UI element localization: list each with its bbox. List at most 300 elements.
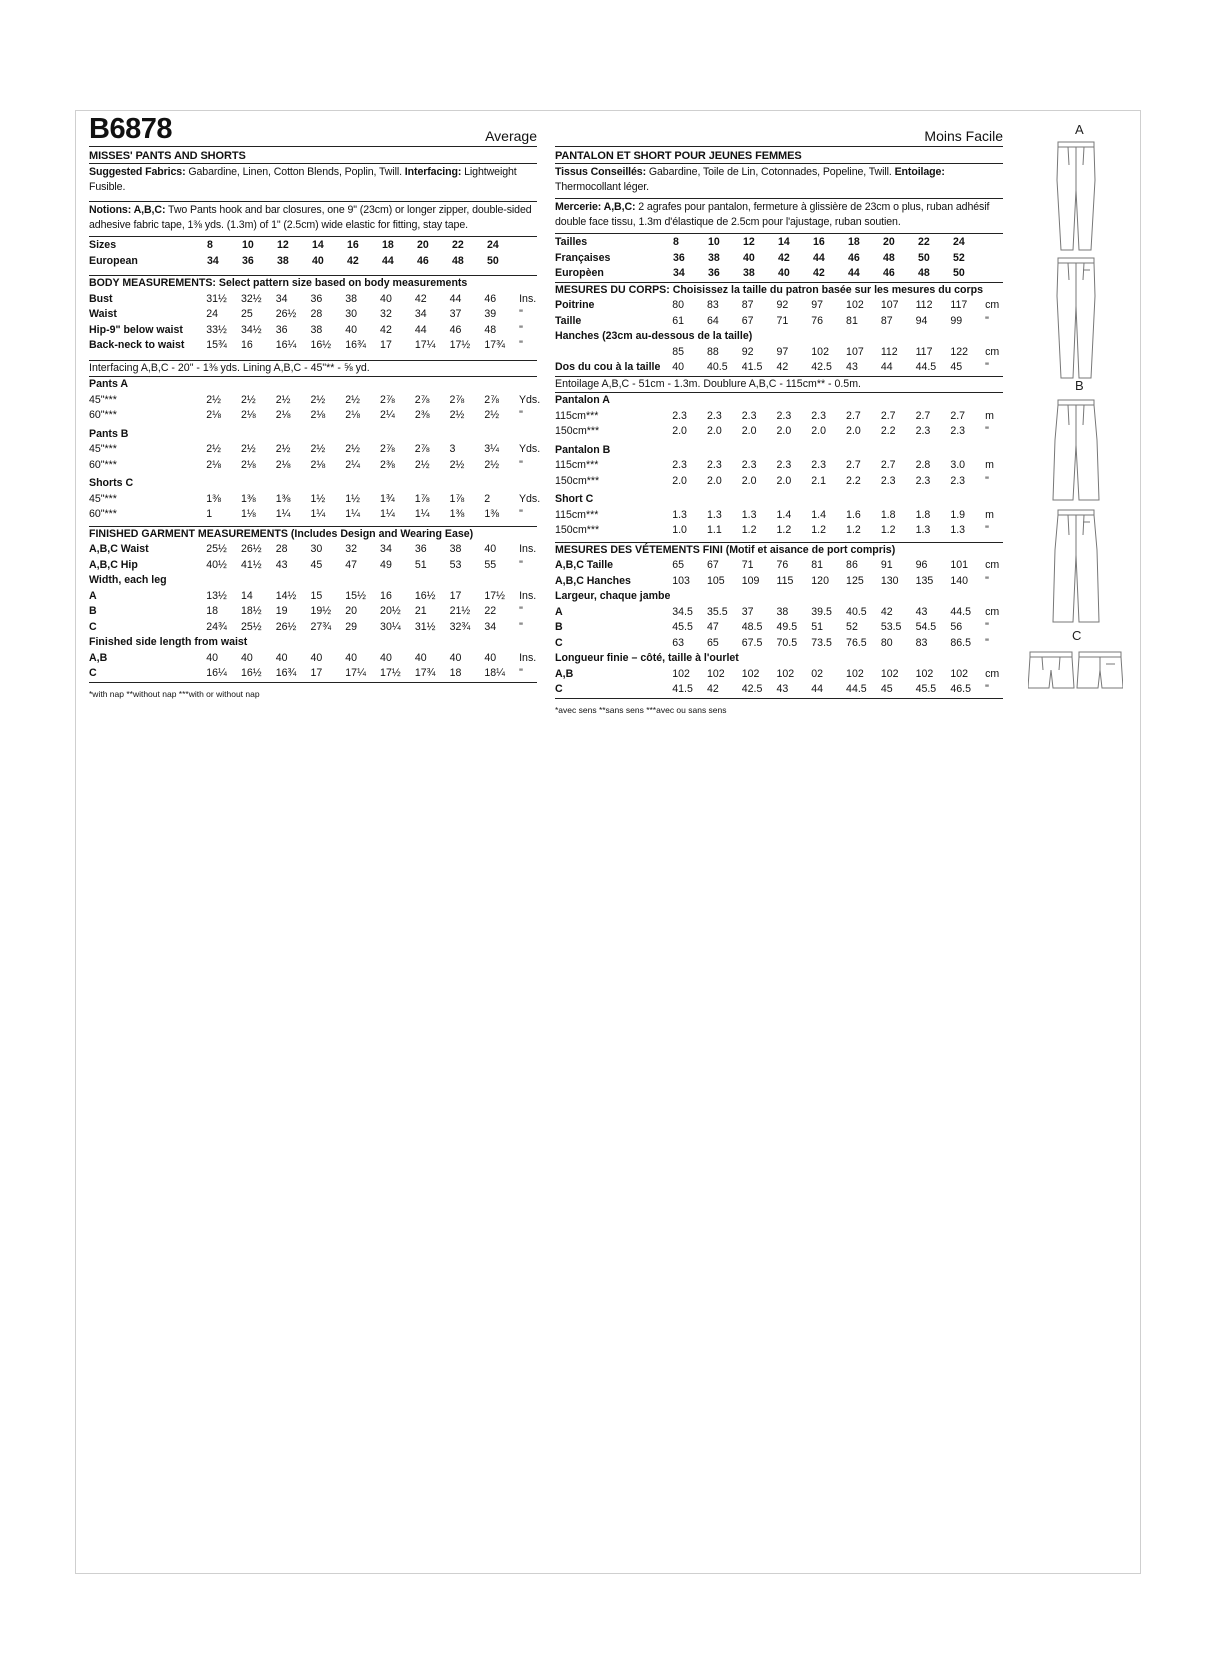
table-cell: 2½	[206, 393, 221, 406]
table-cell: 2⅞	[449, 393, 465, 406]
table-cell: 34	[380, 543, 392, 555]
table-row	[555, 409, 1003, 425]
table-cell: 19	[275, 605, 288, 617]
table-cell: 1	[206, 508, 213, 520]
table-cell: 16	[380, 589, 392, 602]
table-cell: 40	[672, 361, 685, 373]
row-label: A,B,C Taille	[555, 559, 614, 571]
table-cell: 76.5	[846, 636, 867, 649]
finished-measurements-table-fr	[555, 558, 1003, 589]
table-cell: 24¾	[206, 620, 227, 633]
table-cell: 16¼	[206, 667, 227, 679]
table-cell: 40	[310, 651, 323, 664]
unit-cell: cm	[985, 345, 1000, 358]
pattern-code: B6878	[89, 113, 172, 145]
table-cell: 2⅛	[240, 409, 256, 421]
table-cell: 45	[950, 361, 963, 373]
table-cell: 112	[880, 345, 898, 358]
table-cell: 36	[673, 251, 685, 264]
table-cell: 17	[380, 339, 392, 351]
table-cell: 14	[778, 236, 790, 248]
table-cell: 81	[811, 559, 824, 571]
row-label: 45"***	[89, 393, 117, 406]
interfacing-text-fr: Thermocollant léger.	[555, 181, 649, 193]
row-label: Dos du cou à la taille	[555, 361, 661, 373]
row-label: A	[555, 605, 563, 618]
table-cell: 1⅜	[275, 492, 291, 505]
table-row	[89, 338, 537, 354]
table-cell: 122	[950, 345, 969, 358]
unit-cell: "	[519, 667, 523, 679]
table-cell: 42.5	[741, 683, 763, 695]
table-cell: 19½	[310, 605, 332, 617]
table-cell: 3¼	[484, 443, 499, 455]
table-cell: 29	[345, 620, 358, 633]
table-cell: 51	[414, 558, 427, 571]
table-cell: 1.3	[915, 524, 931, 536]
header-fr	[555, 112, 1003, 146]
english-column	[89, 112, 541, 699]
table-row	[555, 523, 1003, 539]
table-cell: 2⅛	[310, 458, 326, 471]
table-row	[555, 558, 1003, 574]
table-cell: 43	[915, 605, 928, 618]
table-row	[555, 474, 1003, 490]
table-cell: 16¾	[345, 339, 366, 351]
row-label: 150cm***	[555, 425, 600, 437]
table-cell: 44	[382, 254, 394, 267]
table-cell: 1.3	[950, 524, 966, 536]
table-cell: 102	[880, 667, 899, 680]
table-cell: 1.9	[950, 508, 966, 521]
notions-paragraph-fr	[555, 199, 1003, 233]
table-row	[555, 605, 1003, 621]
table-cell: 49.5	[776, 621, 798, 633]
table-cell: 25	[240, 308, 253, 320]
table-cell: 8	[673, 236, 679, 248]
table-cell: 2½	[240, 443, 256, 455]
table-cell: 35.5	[706, 605, 728, 618]
table-cell: 18	[449, 667, 462, 679]
notions-text: Two Pants hook and bar closures, one 9" (23cm) or longer zipper, double-sided adhesive fabric tape, 1⅜ yds. (1.3m) of 1" (2.5cm) wide elastic for fitting, stay tape.	[89, 204, 532, 231]
table-cell: 40	[449, 651, 462, 664]
group-title: Shorts C	[89, 477, 134, 489]
table-cell: 2.0	[811, 425, 827, 437]
table-cell: 44	[880, 361, 893, 373]
unit-cell: "	[985, 474, 989, 487]
group-title: Short C	[555, 493, 594, 505]
yardage-header-fr: Entoilage A,B,C - 51cm - 1.3m. Doublure A,B,C - 115cm** - 0.5m.	[555, 377, 861, 390]
table-cell: 2½	[240, 393, 256, 406]
row-label: 115cm***	[555, 459, 599, 471]
table-cell: 10	[242, 239, 254, 251]
unit-cell: m	[985, 459, 994, 471]
table-cell: 21	[414, 605, 427, 617]
table-cell: 34	[484, 620, 497, 633]
table-cell: 2.3	[915, 474, 931, 487]
table-cell: 40	[275, 651, 288, 664]
table-cell: 44	[848, 267, 860, 279]
table-cell: 45.5	[915, 683, 937, 695]
length-table-fr	[555, 667, 1003, 698]
table-cell: 1¼	[380, 508, 395, 520]
table-cell: 46	[449, 323, 462, 336]
table-cell: 64	[706, 314, 719, 327]
table-cell: 76	[776, 559, 789, 571]
table-cell: 16	[813, 236, 825, 248]
table-cell: 2⅛	[275, 458, 291, 471]
table-cell: 2⅞	[414, 443, 430, 455]
table-row	[555, 620, 1003, 636]
table-cell: 1⅞	[449, 492, 465, 505]
unit-cell: Ins.	[519, 651, 537, 664]
table-cell: 40.5	[706, 361, 728, 373]
length-title-fr: Longueur finie – côté, taille à l'ourlet	[555, 652, 739, 664]
table-cell: 2.7	[846, 459, 861, 471]
table-row	[555, 266, 1003, 282]
table-cell: 2.7	[950, 409, 966, 422]
table-cell: 80	[672, 299, 685, 311]
table-cell: 12	[277, 239, 289, 251]
table-cell: 14½	[275, 589, 297, 602]
table-cell: 2½	[310, 443, 326, 455]
unit-cell: Ins.	[519, 589, 537, 602]
table-cell: 103	[672, 574, 690, 587]
table-cell: 42	[380, 323, 392, 336]
table-cell: 18	[206, 605, 219, 617]
fabrics-text-fr: Gabardine, Toile de Lin, Cotonnades, Popeline, Twill.	[648, 166, 892, 178]
row-label: C	[89, 667, 97, 679]
unit-cell: cm	[985, 559, 1000, 571]
table-cell: 67	[706, 559, 719, 571]
unit-cell: cm	[985, 667, 1000, 680]
table-cell: 1.2	[846, 524, 861, 536]
table-row	[555, 424, 1003, 440]
table-cell: 102	[846, 667, 864, 680]
notions-label-fr: Mercerie: A,B,C:	[555, 201, 636, 213]
table-cell: 63	[672, 636, 685, 649]
sizes-table	[89, 237, 537, 269]
table-cell: 112	[915, 299, 933, 311]
table-cell: 83	[706, 299, 719, 311]
body-measurements-title-fr: MESURES DU CORPS: Choisissez la taille du patron basée sur les mesures du corps	[555, 283, 983, 296]
sizes-table-fr	[555, 234, 1003, 282]
table-cell: 1.3	[706, 508, 722, 521]
table-cell: 102	[915, 667, 934, 680]
table-cell: 2.2	[846, 474, 861, 487]
table-cell: 17½	[449, 339, 471, 351]
table-cell: 1⅛	[240, 508, 256, 520]
table-row	[89, 651, 537, 667]
fabrics-label-fr: Tissus Conseillés:	[555, 166, 647, 178]
table-cell: 39	[484, 308, 497, 320]
table-cell: 109	[741, 574, 760, 587]
table-cell: 8	[207, 239, 213, 251]
table-cell: 102	[776, 667, 795, 680]
french-column	[555, 112, 1003, 715]
table-cell: 1¼	[310, 508, 326, 520]
row-label: Françaises	[555, 251, 611, 264]
table-cell: 130	[880, 574, 899, 587]
table-row	[89, 620, 537, 636]
width-table-fr	[555, 605, 1003, 652]
table-cell: 2.3	[915, 425, 931, 437]
table-cell: 2.8	[915, 459, 931, 471]
table-cell: 101	[950, 559, 969, 571]
table-cell: 40½	[206, 558, 227, 571]
table-cell: 42	[414, 292, 427, 305]
table-row	[555, 360, 1003, 376]
table-cell: 2.3	[811, 409, 827, 422]
table-cell: 1.3	[672, 508, 687, 521]
row-label: 60"***	[89, 508, 117, 520]
table-cell: 48	[918, 267, 930, 279]
row-label: A,B	[555, 667, 574, 680]
table-cell: 67.5	[741, 636, 763, 649]
table-cell: 43	[275, 558, 288, 571]
table-cell: 71	[776, 314, 789, 327]
table-row	[555, 508, 1003, 524]
table-cell: 2⅛	[240, 458, 256, 471]
table-cell: 2⅛	[275, 409, 291, 421]
table-cell: 44	[811, 683, 824, 695]
table-cell: 21½	[449, 605, 471, 617]
row-label: 60"***	[89, 409, 117, 421]
table-cell: 2⅛	[206, 458, 221, 471]
table-cell: 16	[240, 339, 253, 351]
unit-cell: "	[519, 605, 523, 617]
row-label: C	[555, 636, 563, 649]
finished-measurements-title-fr: MESURES DES VÉTEMENTS FINI (Motif et aisance de port compris)	[555, 543, 896, 556]
table-row	[555, 235, 1003, 251]
table-cell: 40	[484, 543, 497, 555]
row-label: Tailles	[555, 236, 588, 248]
table-cell: 135	[915, 574, 934, 587]
table-row	[89, 442, 541, 458]
table-cell: 41.5	[672, 683, 693, 695]
unit-cell: "	[985, 425, 989, 437]
table-cell: 18¼	[484, 667, 505, 679]
table-cell: 2.0	[672, 425, 687, 437]
table-cell: 2.7	[915, 409, 931, 422]
table-cell: 2.7	[880, 409, 896, 422]
table-cell: 44.5	[915, 361, 937, 373]
table-cell: 2.0	[672, 474, 687, 487]
table-cell: 56	[950, 621, 963, 633]
fabrics-paragraph	[89, 164, 537, 198]
row-label: 45"***	[89, 443, 117, 455]
table-cell: 2.1	[811, 474, 827, 487]
row-label: 115cm***	[555, 508, 599, 521]
table-cell: 16¾	[275, 667, 297, 679]
table-cell: 26½	[275, 308, 297, 320]
row-label: Sizes	[89, 239, 117, 251]
table-cell: 2⅛	[345, 409, 361, 421]
row-label	[555, 345, 672, 361]
table-row	[555, 667, 1003, 683]
unit-cell: "	[985, 574, 989, 587]
table-cell: 32	[380, 308, 392, 320]
table-cell: 91	[880, 559, 893, 571]
table-cell: 24	[487, 239, 499, 251]
table-cell: 2⅞	[484, 393, 499, 406]
finished-measurements-table	[89, 542, 537, 573]
table-cell: 24	[953, 236, 965, 248]
table-cell: 10	[708, 236, 720, 248]
interfacing-label-fr: Entoilage:	[894, 166, 945, 178]
unit-cell: "	[519, 409, 523, 421]
unit-cell: Ins.	[519, 292, 537, 305]
table-cell: 67	[741, 314, 754, 327]
table-cell: 42	[778, 251, 790, 264]
table-cell: 40	[345, 651, 358, 664]
table-cell: 17½	[380, 667, 401, 679]
table-cell: 45.5	[672, 621, 693, 633]
table-cell: 86.5	[950, 636, 971, 649]
row-label: Taille	[555, 314, 582, 327]
table-cell: 20	[417, 239, 429, 251]
table-cell: 48	[452, 254, 464, 267]
width-title: Width, each leg	[89, 574, 167, 586]
table-cell: 102	[846, 299, 864, 311]
table-cell: 1.6	[846, 508, 861, 521]
unit-cell: "	[519, 458, 523, 471]
unit-cell: "	[985, 524, 989, 536]
table-cell: 34	[207, 254, 219, 267]
table-cell: 46	[484, 292, 497, 305]
table-cell: 1¾	[379, 492, 395, 505]
row-label: C	[89, 620, 97, 633]
table-cell: 2½	[449, 409, 465, 421]
table-cell: 16½	[310, 339, 332, 351]
row-label: A,B,C Hip	[89, 558, 138, 571]
table-cell: 1¼	[345, 508, 361, 520]
table-cell: 1.4	[811, 508, 827, 521]
difficulty-level: Average	[485, 128, 537, 144]
row-label: 150cm***	[555, 524, 600, 536]
table-cell: 55	[484, 558, 497, 571]
row-label: Poitrine	[555, 299, 595, 311]
table-row	[555, 574, 1003, 590]
table-cell: 52	[953, 251, 965, 264]
table-cell: 41½	[240, 558, 262, 571]
table-cell: 16	[347, 239, 359, 251]
row-label: A,B,C Waist	[89, 543, 149, 555]
table-row	[89, 323, 537, 339]
view-label-a: A	[1075, 122, 1084, 137]
table-cell: 2½	[345, 443, 360, 455]
table-cell: 2½	[206, 443, 221, 455]
table-cell: 37	[741, 605, 754, 618]
table-cell: 26½	[275, 620, 297, 633]
table-cell: 97	[776, 345, 789, 358]
unit-cell: "	[985, 361, 989, 373]
fabrics-paragraph-fr	[555, 164, 1003, 198]
row-label: B	[89, 605, 97, 617]
table-cell: 42	[813, 267, 825, 279]
table-cell: 32¾	[449, 620, 471, 633]
table-cell: 102	[811, 345, 829, 358]
unit-cell: "	[985, 314, 989, 327]
table-cell: 33½	[206, 323, 227, 336]
table-cell: 28	[310, 308, 323, 320]
table-cell: 107	[880, 299, 899, 311]
table-row	[89, 254, 537, 270]
yardage-header: Interfacing A,B,C - 20" - 1⅜ yds. Lining A,B,C - 45"** - ⅝ yd.	[89, 361, 370, 374]
table-cell: 2.0	[776, 425, 792, 437]
back-row-fr	[555, 360, 1003, 376]
table-cell: 1¼	[414, 508, 430, 520]
table-cell: 40	[414, 651, 427, 664]
table-cell: 71	[741, 559, 754, 571]
table-cell: 2½	[275, 393, 291, 406]
table-row	[555, 458, 1003, 474]
table-cell: 40	[484, 651, 497, 664]
table-cell: 1½	[310, 492, 326, 505]
pattern-title: MISSES' PANTS AND SHORTS	[89, 150, 246, 162]
table-cell: 2.3	[950, 425, 966, 437]
table-cell: 54.5	[915, 621, 937, 633]
table-cell: 1.2	[880, 524, 896, 536]
table-cell: 40.5	[846, 605, 867, 618]
table-cell: 2.0	[706, 474, 722, 487]
table-cell: 2¼	[345, 458, 361, 471]
table-cell: 41.5	[741, 361, 763, 373]
unit-cell: "	[985, 621, 989, 633]
table-cell: 32½	[240, 292, 262, 305]
table-cell: 1.4	[776, 508, 792, 521]
table-row	[89, 589, 537, 605]
table-cell: 16½	[414, 589, 436, 602]
unit-cell: cm	[985, 299, 1000, 311]
table-cell: 2⅞	[379, 393, 395, 406]
table-cell: 42	[706, 683, 719, 695]
table-cell: 38	[449, 543, 462, 555]
table-cell: 14	[312, 239, 324, 251]
table-cell: 102	[706, 667, 725, 680]
table-cell: 117	[915, 345, 933, 358]
table-cell: 24	[206, 308, 219, 320]
table-cell: 46	[417, 254, 429, 267]
table-cell: 30¼	[380, 620, 401, 633]
table-cell: 42	[347, 254, 359, 267]
table-cell: 36	[242, 254, 254, 267]
unit-cell: "	[985, 636, 989, 649]
table-cell: 1½	[345, 492, 360, 505]
table-cell: 1.8	[915, 508, 931, 521]
table-cell: 2.7	[846, 409, 861, 422]
table-cell: 25½	[206, 543, 227, 555]
table-cell: 52	[846, 621, 858, 633]
table-cell: 2.0	[741, 425, 757, 437]
hip-label-fr: Hanches (23cm au-dessous de la taille)	[555, 330, 753, 342]
unit-cell: "	[519, 323, 523, 336]
row-label: 60"***	[89, 458, 117, 471]
table-cell: 1⅞	[414, 492, 430, 505]
table-cell: 2.3	[950, 474, 966, 487]
footnote: *with nap **without nap ***with or without nap	[89, 688, 260, 699]
table-cell: 26½	[240, 543, 262, 555]
table-row	[555, 314, 1003, 330]
table-cell: 32	[345, 543, 358, 555]
table-cell: 87	[741, 299, 754, 311]
table-cell: 88	[706, 345, 719, 358]
table-cell: 65	[672, 559, 685, 571]
table-cell: 50	[487, 254, 499, 267]
table-cell: 2.3	[741, 459, 757, 471]
table-cell: 27¾	[310, 620, 332, 633]
table-cell: 44.5	[950, 605, 971, 618]
